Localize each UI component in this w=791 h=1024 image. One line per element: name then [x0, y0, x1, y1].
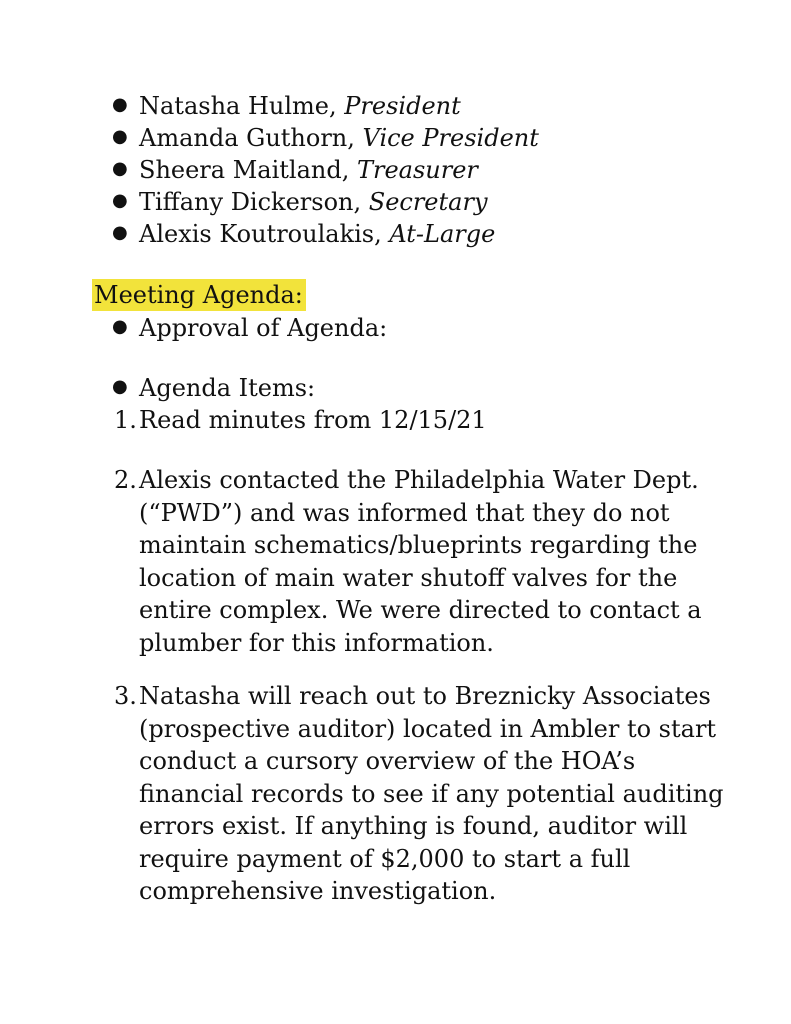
officer-name: Alexis Koutroulakis,: [139, 220, 390, 248]
bullet-icon: ●: [112, 376, 128, 397]
bullet-icon: ●: [112, 158, 128, 179]
agenda-item-1: [139, 404, 487, 437]
agenda-item-line: errors exist. If anything is found, auditor will: [139, 812, 688, 840]
agenda-item-line: entire complex. We were directed to contact a: [139, 596, 702, 624]
officer-role: At-Large: [389, 220, 496, 248]
officer-item: [139, 154, 478, 186]
item-number: 2.: [114, 466, 137, 494]
agenda-item-line: financial records to see if any potential auditing: [139, 779, 724, 808]
agenda-items-label: Agenda Items:: [139, 374, 316, 402]
agenda-item-line: plumber for this information.: [139, 628, 494, 657]
meeting-agenda-heading: Meeting Agenda:: [92, 279, 306, 311]
agenda-item-line: maintain schematics/blueprints regarding the: [139, 531, 698, 559]
officer-item: [139, 122, 539, 154]
officer-role: Vice President: [362, 124, 539, 152]
agenda-item-line: comprehensive investigation.: [139, 877, 497, 905]
officer-name: Tiffany Dickerson,: [139, 188, 369, 216]
bullet-icon: ●: [112, 126, 128, 147]
agenda-item-line: (prospective auditor) located in Ambler to start: [139, 714, 717, 743]
officer-name: Sheera Maitland,: [139, 156, 357, 184]
approval-of-agenda: Approval of Agenda:: [139, 314, 388, 342]
bullet-icon: ●: [112, 316, 128, 337]
officer-item: [139, 218, 495, 250]
bullet-icon: ●: [112, 222, 128, 243]
bullet-icon: ●: [112, 94, 128, 115]
agenda-item-line: require payment of $2,000 to start a full: [139, 844, 631, 873]
item-number: 3.: [114, 682, 137, 710]
bullet-icon: ●: [112, 190, 128, 211]
item-number: 1.: [114, 406, 137, 434]
officer-item: [139, 90, 461, 122]
officer-role: Treasurer: [356, 156, 478, 184]
agenda-item-line: Natasha will reach out to Breznicky Associates: [139, 682, 711, 710]
agenda-item-line: location of main water shutoff valves for the: [139, 563, 678, 592]
agenda-item-3: [139, 680, 724, 908]
officer-item: [139, 186, 488, 218]
agenda-item-2: [139, 464, 702, 659]
agenda-item-line: conduct a cursory overview of the HOA’s: [139, 747, 636, 775]
agenda-item-line: Read minutes from 12/15/21: [139, 406, 487, 434]
officer-role: President: [344, 92, 461, 120]
agenda-item-line: Alexis contacted the Philadelphia Water Dept.: [139, 466, 699, 494]
officer-role: Secretary: [368, 188, 488, 216]
officer-name: Amanda Guthorn,: [139, 124, 363, 152]
agenda-item-line: (“PWD”) and was informed that they do not: [139, 498, 670, 527]
officer-name: Natasha Hulme,: [139, 92, 345, 120]
